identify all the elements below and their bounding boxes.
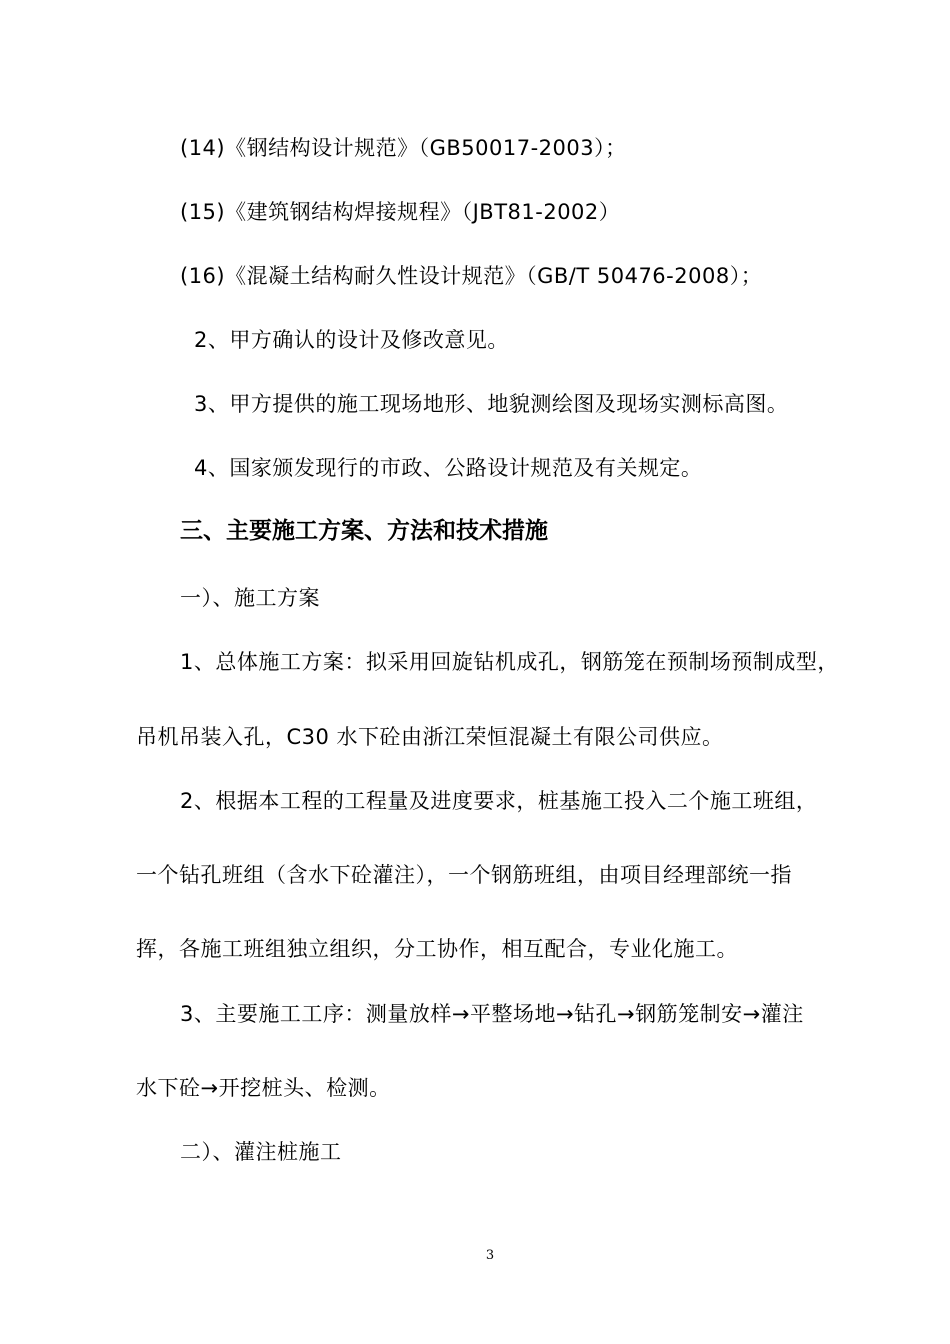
subsection-heading-construction-plan: 一）、施工方案 (180, 586, 320, 610)
reference-item-16: (16)《混凝土结构耐久性设计规范》（GB/T 50476-2008）； (180, 264, 763, 288)
subsection-heading-pile-construction: 二）、灌注桩施工 (180, 1140, 342, 1164)
paragraph-1-line-2: 吊机吊装入孔，C30 水下砼由浙江荣恒混凝土有限公司供应。 (136, 725, 724, 749)
page-number: 3 (485, 1248, 495, 1263)
basis-item-4: 4、国家颁发现行的市政、公路设计规范及有关规定。 (194, 456, 703, 480)
section-heading: 三、主要施工方案、方法和技术措施 (180, 518, 548, 544)
reference-item-14: (14)《钢结构设计规范》（GB50017-2003）； (180, 136, 627, 160)
paragraph-3-line-1: 3、主要施工工序：测量放样→平整场地→钻孔→钢筋笼制安→灌注 (180, 1002, 804, 1026)
paragraph-3-line-2: 水下砼→开挖桩头、检测。 (136, 1076, 391, 1100)
basis-item-2: 2、甲方确认的设计及修改意见。 (194, 328, 509, 352)
paragraph-2-line-2: 一个钻孔班组（含水下砼灌注），一个钢筋班组，由项目经理部统一指 (136, 863, 792, 887)
paragraph-1-line-1: 1、总体施工方案：拟采用回旋钻机成孔，钢筋笼在预制场预制成型， (180, 650, 839, 674)
paragraph-2-line-1: 2、根据本工程的工程量及进度要求，桩基施工投入二个施工班组， (180, 789, 818, 813)
basis-item-3: 3、甲方提供的施工现场地形、地貌测绘图及现场实测标高图。 (194, 392, 789, 416)
reference-item-15: (15)《建筑钢结构焊接规程》（JBT81-2002） (180, 200, 621, 224)
paragraph-2-line-3: 挥，各施工班组独立组织，分工协作，相互配合，专业化施工。 (136, 937, 738, 961)
